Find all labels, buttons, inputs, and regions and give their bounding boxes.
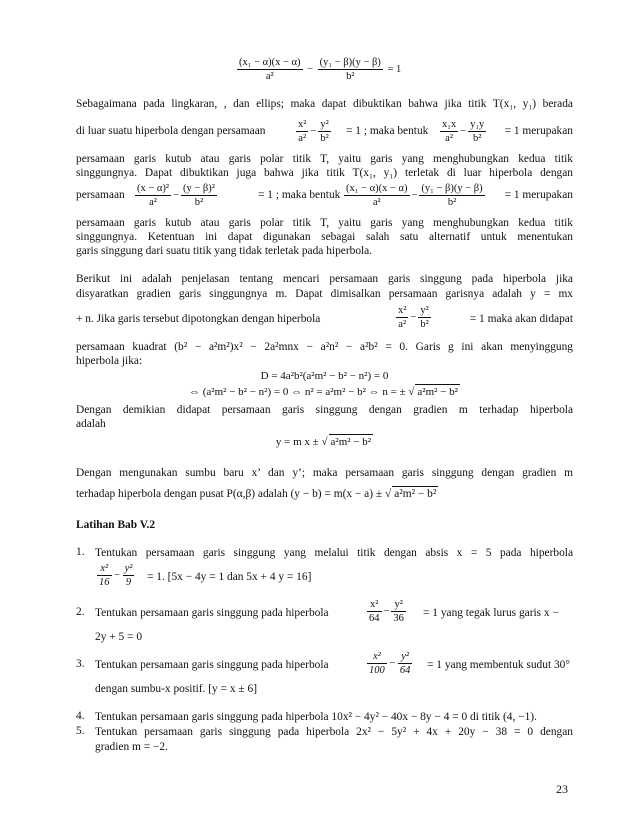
ex3-line1	[95, 650, 573, 680]
frac-a2: a²	[149, 197, 157, 208]
ex-num-5: 5.	[76, 725, 85, 737]
frac-x2: x²	[398, 305, 407, 316]
ex-num-2: 2.	[76, 606, 85, 618]
minus: −	[113, 569, 121, 581]
frac-num: x²	[367, 598, 382, 612]
frac-y2: y²	[420, 305, 429, 316]
p1-line2-end: = 1 merupakan	[504, 125, 573, 137]
equation-top	[235, 56, 401, 83]
frac-num: y²	[124, 563, 133, 574]
frac-den: 9	[125, 577, 132, 588]
sqrt-expr: a²m² − b²	[330, 436, 372, 448]
p2-eq3: y = m x ± √ a²m² − b²	[275, 436, 372, 448]
ex1-line2	[95, 562, 573, 592]
section-heading: Latihan Bab V.2	[76, 519, 156, 531]
frac-y1by: (y₁ − β)(y − β)	[421, 183, 483, 194]
p2-eq2: ⇔ (a²m² − b² − n²) = 0 ⇔ n² = a²m² − b² ⇔ n = ± √ a²m² − b²	[189, 386, 458, 398]
ex-num-1: 1.	[76, 546, 85, 558]
ex-num-4: 4.	[76, 710, 85, 722]
p1-line5	[76, 182, 573, 212]
minus: −	[383, 605, 390, 617]
p1-line2-mid: = 1 ; maka bentuk	[346, 125, 429, 137]
p1-line4: singgungnya. Dapat dibuktikan juga bahwa jika titik T(x₁, y₁) terletak di luar hiperbola dengan	[76, 167, 573, 179]
p1-line7: singgungnya. Ketentuan ini dapat digunakan sebagai salah satu alternatif untuk menentukan	[76, 231, 573, 243]
frac-a2: a²	[298, 133, 307, 144]
frac-a2: a²	[372, 197, 381, 208]
eq-top-den2: b²	[346, 71, 355, 82]
p2-line5: hiperbola jika:	[76, 355, 143, 367]
minus: −	[310, 125, 317, 137]
page-number: 23	[556, 782, 568, 796]
ex2-text: Tentukan persamaan garis singgung pada hiperbola	[95, 607, 329, 619]
p1-line2-text: di luar suatu hiperbola dengan persamaan	[76, 125, 266, 137]
p1-line3: persamaan garis kutub atau garis polar titik T, yaitu garis yang menghubungkan kedua titik	[76, 153, 573, 165]
frac-num: x²	[97, 562, 112, 576]
ex3-text: Tentukan persamaan garis singgung pada hiperbola	[95, 659, 329, 671]
ex2-line2: 2y + 5 = 0	[95, 631, 143, 643]
frac-a2: a²	[445, 133, 453, 144]
p2-line7: adalah	[76, 418, 106, 430]
ex-num-3: 3.	[76, 658, 85, 670]
frac-yb2: (y − β)²	[183, 183, 215, 194]
p2-eq3-text: y = m x ±	[275, 436, 319, 448]
frac-num: x²	[367, 650, 387, 664]
frac-den: 36	[393, 613, 404, 624]
ex2-line1	[95, 598, 573, 628]
frac-xa2: (x − α)²	[137, 183, 170, 194]
ex5-line2: gradien m = −2.	[95, 741, 168, 753]
eq-top-tail: = 1	[387, 63, 402, 75]
p2-eq2-text: ⇔ (a²m² − b² − n²) = 0 ⇔ n² = a²m² − b² ⇔ n = ±	[189, 386, 406, 398]
p1-line5-mid: = 1 ; maka bentuk	[258, 189, 341, 201]
frac-den: 16	[99, 577, 110, 588]
ex3-tail: = 1 yang membentuk sudut 30°	[427, 659, 570, 671]
sqrt-expr: a²m² − b²	[394, 488, 437, 500]
ex3-line2: dengan sumbu-x positif. [y = x ± 6]	[95, 683, 257, 695]
minus: −	[410, 311, 417, 323]
frac-b2: b²	[447, 197, 457, 208]
frac-den: 64	[369, 613, 380, 624]
eq-top-den1: a²	[265, 71, 274, 82]
frac-b2: b²	[194, 197, 204, 208]
ex1-tail: = 1. [5x − 4y = 1 dan 5x + 4 y = 16]	[147, 571, 312, 583]
p3-line2: terhadap hiperbola dengan pusat P(α,β) adalah (y − b) = m(x − a) ± √ a²m² − b²	[76, 488, 437, 500]
frac-y2: y²	[320, 119, 329, 130]
p1-line2	[76, 118, 573, 148]
p2-line3-text: + n. Jika garis tersebut dipotongkan dengan hiperbola	[76, 313, 321, 325]
ex5-line1: Tentukan persamaan garis singgung pada hiperbola 2x² − 5y² + 4x + 20y − 38 = 0 dengan	[95, 726, 573, 738]
frac-num: y²	[398, 650, 413, 664]
p2-line4: persamaan kuadrat (b² − a²m²)x² − 2a²mnx − a²n² − a²b² = 0. Garis g ini akan menyinggung	[76, 341, 573, 353]
p2-line3	[76, 304, 573, 334]
p2-line2: disyaratkan gradien garis singgungnya m. Dapat dimisalkan persamaan garisnya adalah y = mx	[76, 288, 573, 300]
frac-a2: a²	[398, 319, 407, 330]
minus: −	[460, 125, 467, 137]
ex2-tail: = 1 yang tegak lurus garis x −	[423, 607, 559, 619]
minus: −	[173, 189, 179, 201]
frac-num: y²	[391, 598, 406, 612]
p2-line6: Dengan demikian didapat persamaan garis singgung dengan gradien m terhadap hiperbola	[76, 404, 573, 416]
frac-den: 64	[399, 665, 411, 676]
p1-line1: Sebagaimana pada lingkaran, , dan ellips; maka dapat dibuktikan bahwa jika titik T(x₁, y₁) berada	[76, 98, 573, 110]
p2-eq1: D = 4a²b²(a²m² − b² − n²) = 0	[260, 370, 389, 382]
sqrt-expr: a²m² − b²	[417, 386, 458, 398]
frac-y1y: y₁y	[470, 119, 485, 130]
frac-b2: b²	[420, 319, 429, 330]
p1-line6: persamaan garis kutub atau garis polar titik T, yaitu garis yang menghubungkan kedua titik	[76, 217, 573, 229]
p3-line2-text: terhadap hiperbola dengan pusat P(α,β) adalah (y − b) = m(x − a) ±	[76, 488, 383, 500]
ex4-line1: Tentukan persamaan garis singgung pada hiperbola 10x² − 4y² − 40x − 8y − 4 = 0 di titik (4, −1).	[95, 711, 537, 723]
frac-b2: b²	[320, 133, 329, 144]
eq-top-num2: (y₁ − β)(y − β)	[319, 57, 381, 68]
p1-line5-end: = 1 merupakan	[504, 189, 573, 201]
minus: −	[388, 657, 396, 669]
minus: −	[411, 189, 418, 201]
minus: −	[307, 63, 314, 75]
frac-b2: b²	[472, 133, 482, 144]
p3-line1: Dengan mengunakan sumbu baru x’ dan y’; maka persamaan garis singgung dengan gradien m	[76, 467, 573, 479]
p1-line8: garis singgung dari suatu titik yang tidak terletak pada hiperbola.	[76, 245, 373, 257]
p2-line1: Berikut ini adalah penjelasan tentang mencari persamaan garis singgung pada hiperbola jika	[76, 273, 573, 285]
eq-top-num1: (x₁ − α)(x − α)	[239, 57, 301, 68]
p2-line3-end: = 1 maka akan didapat	[469, 313, 573, 325]
p1-line5-text: persamaan	[76, 189, 125, 201]
frac-x1x: x₁x	[442, 119, 457, 130]
frac-den: 100	[369, 665, 385, 676]
frac-x2: x²	[298, 119, 307, 130]
frac-x1ax: (x₁ − α)(x − α)	[346, 183, 408, 194]
ex1-line1: Tentukan persamaan garis singgung yang melalui titik dengan absis x = 5 pada hiperbola	[95, 547, 573, 559]
